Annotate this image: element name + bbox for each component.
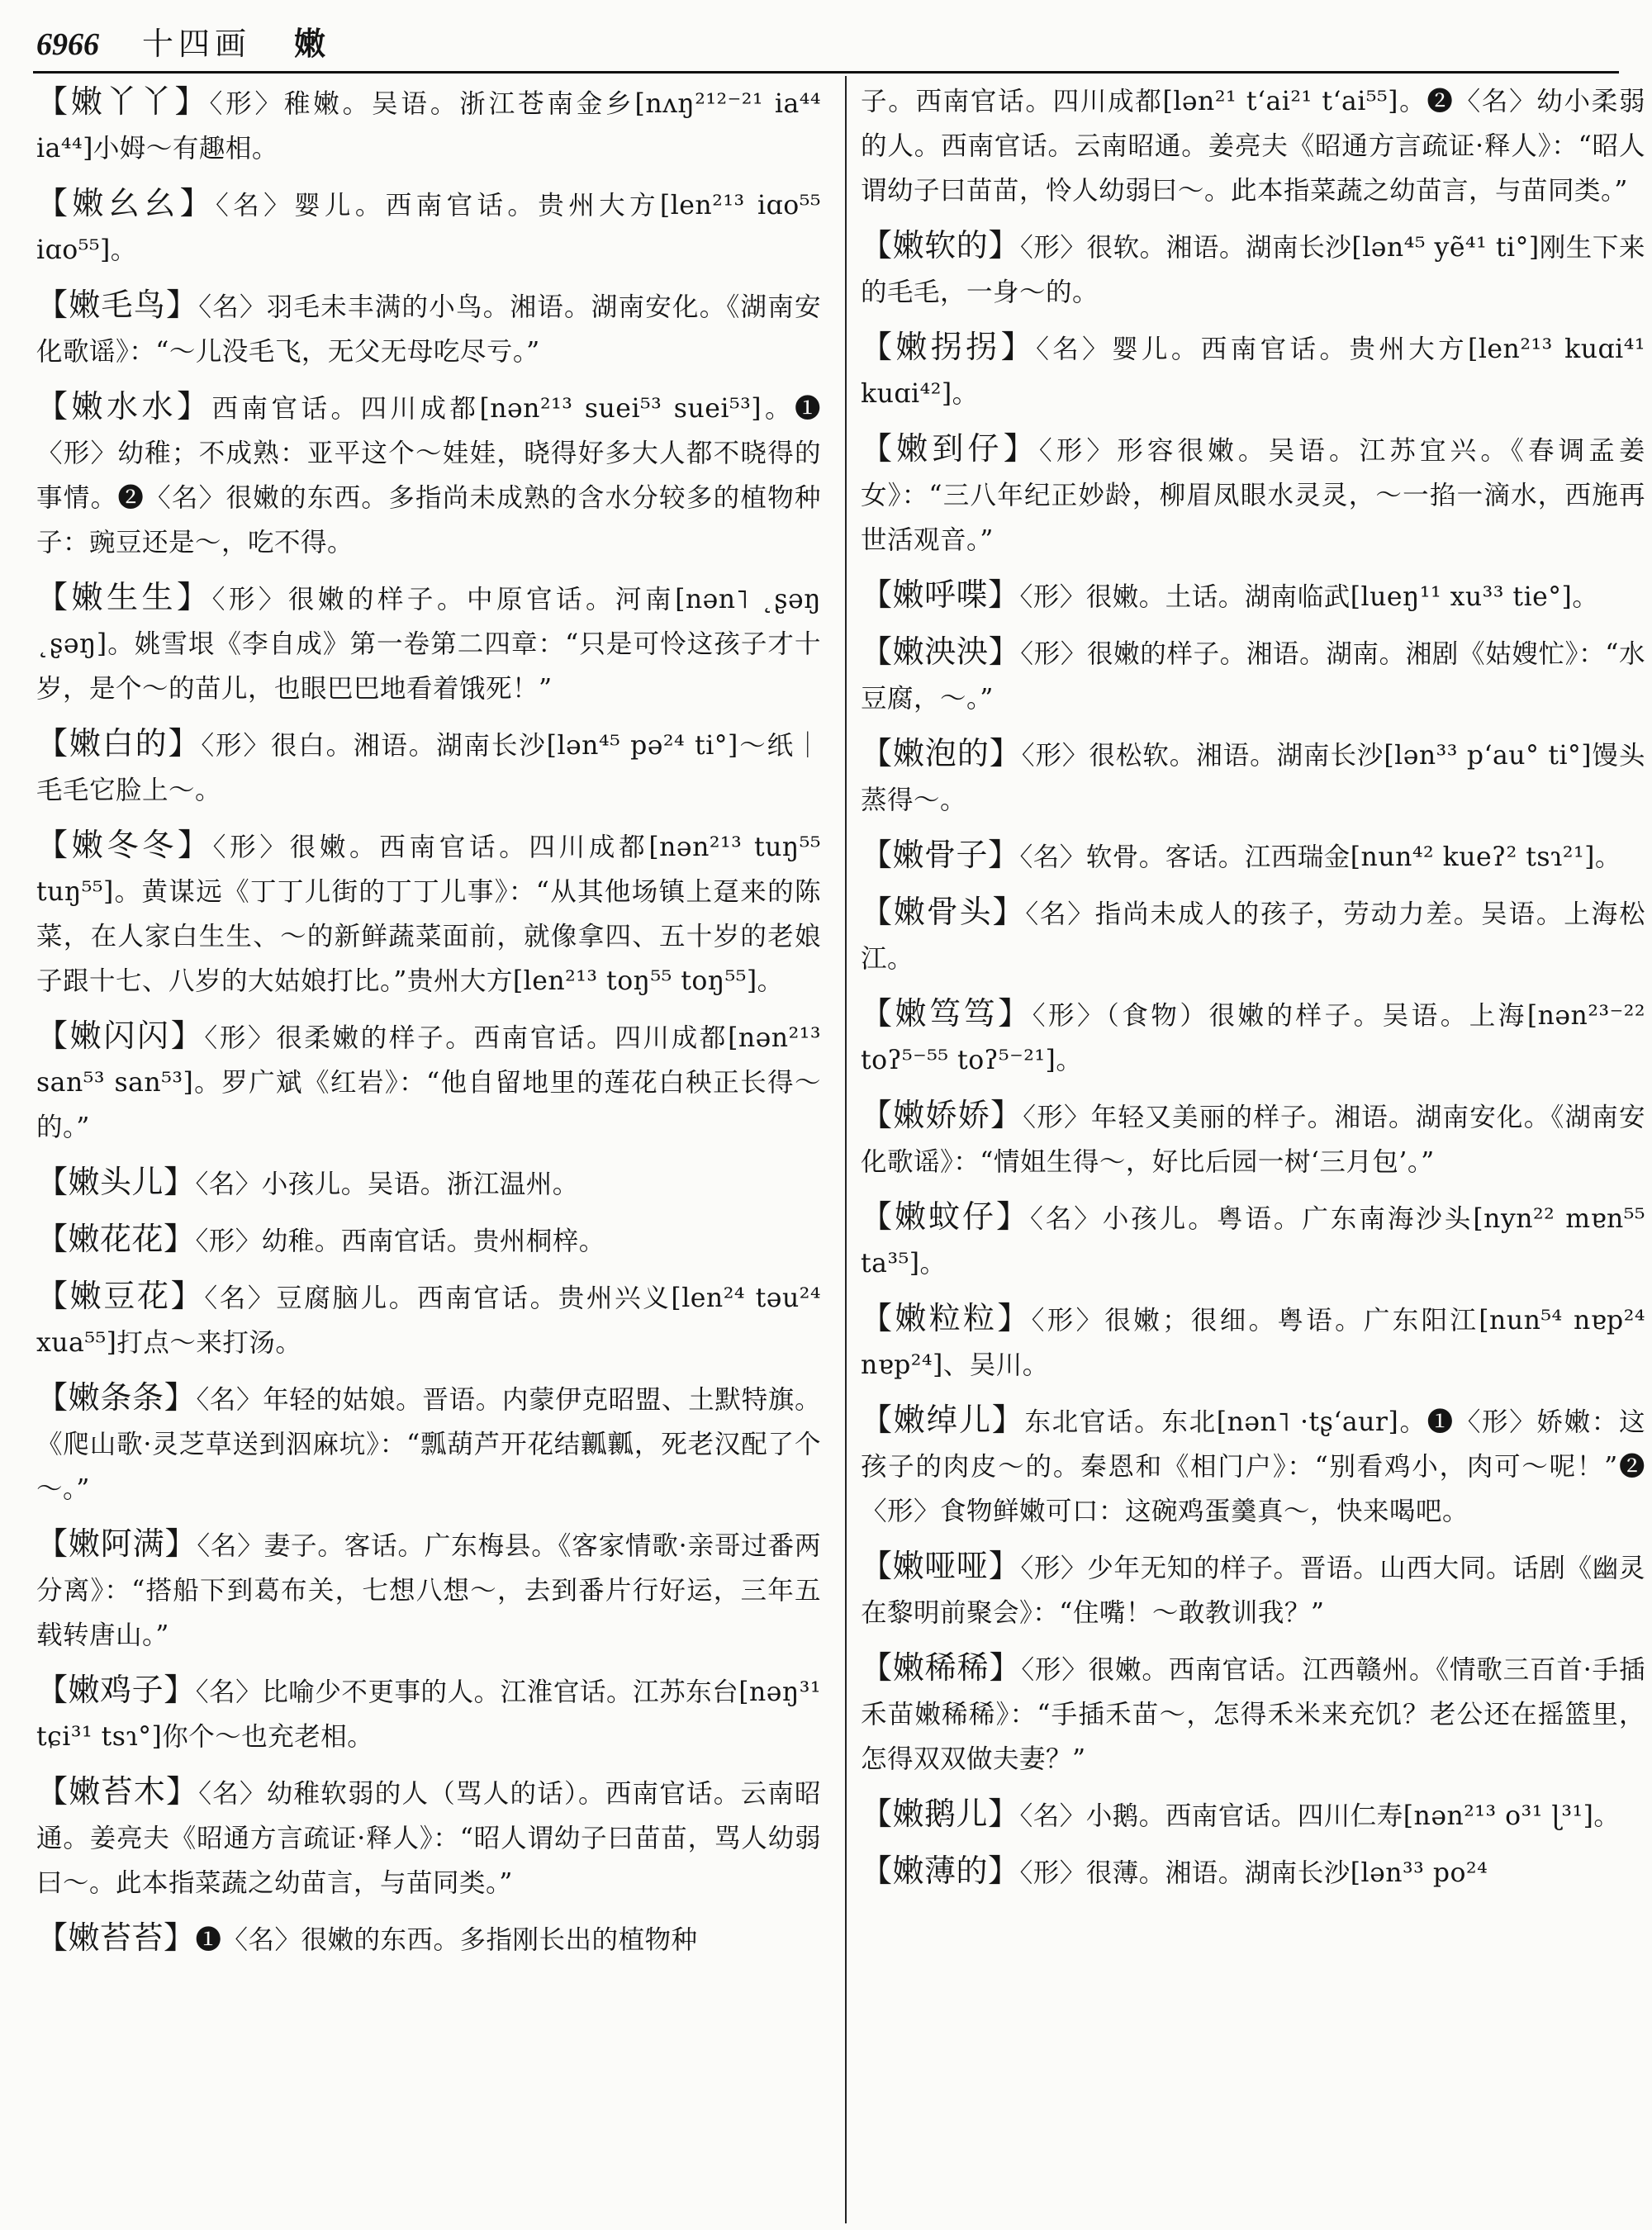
entry-headword: 【嫩拐拐】	[861, 329, 1037, 365]
dictionary-entry	[36, 823, 821, 1004]
dictionary-entry	[861, 629, 1645, 721]
entry-definition: 〈名〉豆腐脑儿。西南官话。贵州兴义[len²⁴ təu²⁴ xua⁵⁵]打点～来打汤。	[36, 1283, 821, 1358]
entry-definition: 〈名〉软骨。客话。江西瑞金[nun⁴² kueʔ² tsɿ²¹]。	[1019, 842, 1621, 872]
entry-definition: 〈名〉指尚未成人的孩子，劳动力差。吴语。上海松江。	[861, 899, 1645, 974]
right-column	[861, 79, 1645, 1905]
entry-headword: 【嫩骨子】	[861, 837, 1020, 873]
entry-headword: 【嫩鹅儿】	[861, 1796, 1020, 1832]
entry-headword: 【嫩绰儿】	[861, 1402, 1025, 1438]
entry-headword: 【嫩苔木】	[36, 1773, 199, 1810]
entry-definition: 〈形〉（食物）很嫩的样子。吴语。上海[nən²³⁻²² toʔ⁵⁻⁵⁵ toʔ⁵⁻²¹]。	[861, 1001, 1645, 1075]
entry-headword: 【嫩豆花】	[36, 1278, 205, 1314]
entry-definition: 〈名〉妻子。客话。广东梅县。《客家情歌·亲哥过番两分离》：“搭船下到葛布关，七想八想～，去到番片行好运，三年五载转唐山。”	[36, 1531, 821, 1650]
entry-headword: 【嫩哑哑】	[861, 1548, 1021, 1584]
entry-definition: 〈形〉很嫩。西南官话。江西赣州。《情歌三百首·手插禾苗嫩稀稀》：“手插禾苗～，怎得禾米来充饥？老公还在摇篮里，怎得双双做夫妻？”	[861, 1655, 1645, 1774]
entry-definition: 〈形〉很薄。湘语。湖南长沙[lən³³ po²⁴	[1019, 1858, 1488, 1888]
entry-definition: 〈名〉婴儿。西南官话。贵州大方[len²¹³ iɑo⁵⁵ iɑo⁵⁵]。	[36, 191, 821, 265]
left-column	[36, 79, 821, 1972]
continued-entry-text: 子。西南官话。四川成都[lən²¹ t‘ai²¹ t‘ai⁵⁵]。❷〈名〉幼小柔弱的人。西南官话。云南昭通。姜亮夫《昭通方言疏证·释人》：“昭人谓幼子曰苗苗，怜人幼弱曰～。此本指菜蔬之幼苗言，与苗同类。”	[861, 87, 1645, 206]
entry-definition: 东北官话。东北[nən˥ ·tʂ‘aur]。❶〈形〉娇嫩：这孩子的肉皮～的。秦恩和《相门户》：“别看鸡小，肉可～呢！”❷〈形〉食物鲜嫩可口：这碗鸡蛋羹真～，快来喝吧。	[861, 1407, 1645, 1526]
dictionary-entry	[36, 1274, 821, 1365]
entry-definition: 〈形〉很嫩；很细。粤语。广东阳江[nun⁵⁴ nɐp²⁴ nɐp²⁴]、吴川。	[861, 1306, 1645, 1380]
entry-headword: 【嫩粒粒】	[861, 1300, 1032, 1336]
entry-definition: 〈形〉很嫩的样子。中原官话。河南[nən˥ ˛ʂəŋ ˛ʂəŋ]。姚雪垠《李自成》第一卷第二四章：“只是可怜这孩子才十岁，是个～的苗儿，也眼巴巴地看着饿死！”	[36, 585, 821, 704]
entry-definition: 〈形〉很嫩。土话。湖南临武[lueŋ¹¹ xu³³ tie°]。	[1019, 582, 1599, 612]
entry-headword: 【嫩花花】	[36, 1221, 196, 1257]
dictionary-entry	[36, 1769, 821, 1905]
entry-definition: 〈形〉很嫩的样子。湘语。湖南。湘剧《姑嫂忙》：“水豆腐，～。”	[861, 639, 1645, 714]
entry-headword: 【嫩泱泱】	[861, 633, 1021, 670]
dictionary-entry	[36, 721, 821, 813]
dictionary-entry	[861, 731, 1645, 823]
entry-definition: 〈名〉幼稚软弱的人（骂人的话）。西南官话。云南昭通。姜亮夫《昭通方言疏证·释人》：“昭人谓幼子曰苗苗，骂人幼弱曰～。此本指菜蔬之幼苗言，与苗同类。”	[36, 1779, 821, 1898]
dictionary-entry	[36, 1375, 821, 1511]
column-divider	[845, 76, 847, 2223]
entry-definition: 〈名〉羽毛未丰满的小鸟。湘语。湖南安化。《湖南安化歌谣》：“～儿没毛飞，无父无母吃尽亏。”	[36, 292, 821, 367]
header-rule	[33, 71, 1619, 74]
entry-definition: 〈名〉年轻的姑娘。晋语。内蒙伊克昭盟、土默特旗。《爬山歌·灵芝草送到泅麻坑》：“瓢葫芦开花结瓤瓤，死老汉配了个～。”	[36, 1385, 821, 1504]
entry-headword: 【嫩闪闪】	[36, 1018, 205, 1054]
entry-definition: 〈名〉小孩儿。粤语。广东南海沙头[nyn²² mɐn⁵⁵ ta³⁵]。	[861, 1204, 1645, 1279]
entry-headword: 【嫩薄的】	[861, 1853, 1020, 1889]
dictionary-entry	[861, 1645, 1645, 1782]
entry-definition: ❶〈名〉很嫩的东西。多指刚长出的植物种	[195, 1925, 698, 1955]
entry-definition: 〈名〉婴儿。西南官话。贵州大方[len²¹³ kuɑi⁴¹ kuɑi⁴²]。	[861, 334, 1645, 409]
entry-definition: 〈形〉很松软。湘语。湖南长沙[lən³³ p‘au° ti°]馒头蒸得～。	[861, 741, 1645, 815]
entry-definition: 〈形〉很白。湘语。湖南长沙[lən⁴⁵ pə²⁴ ti°]～纸｜毛毛它脸上～。	[36, 731, 821, 805]
entry-definition: 〈形〉年轻又美丽的样子。湘语。湖南安化。《湖南安化歌谣》：“情姐生得～，好比后园一树‘三月包’。”	[861, 1103, 1645, 1177]
dictionary-entry	[36, 282, 821, 374]
entry-headword: 【嫩阿满】	[36, 1525, 197, 1562]
entry-headword: 【嫩到仔】	[861, 430, 1039, 467]
dictionary-entry	[861, 572, 1645, 619]
dictionary-entry	[861, 325, 1645, 416]
dictionary-entry	[36, 384, 821, 565]
entry-definition: 西南官话。四川成都[nən²¹³ suei⁵³ suei⁵³]。❶〈形〉幼稚；不成熟：亚平这个～娃娃，晓得好多大人都不晓得的事情。❷〈名〉很嫩的东西。多指尚未成熟的含水分较多的植物种子：豌豆还是～，吃不得。	[36, 394, 821, 558]
dictionary-entry	[861, 1397, 1645, 1534]
dictionary-entry	[36, 1217, 821, 1264]
entry-headword: 【嫩蚊仔】	[861, 1198, 1031, 1235]
entry-headword: 【嫩稀稀】	[861, 1649, 1022, 1686]
dictionary-entry	[36, 79, 821, 171]
entry-headword: 【嫩毛鸟】	[36, 287, 199, 323]
entry-headword: 【嫩幺幺】	[36, 185, 216, 221]
entry-definition: 〈名〉比喻少不更事的人。江淮官话。江苏东台[nəŋ³¹ tɕi³¹ tsɿ°]你个～也充老相。	[36, 1677, 821, 1752]
entry-headword: 【嫩苔苔】	[36, 1919, 196, 1956]
dictionary-entry	[861, 1093, 1645, 1184]
dictionary-entry	[861, 1848, 1645, 1896]
dictionary-entry	[36, 1668, 821, 1759]
dictionary-entry	[36, 1521, 821, 1658]
entry-definition: 〈形〉很软。湘语。湖南长沙[lən⁴⁵ yẽ⁴¹ ti°]刚生下来的毛毛，一身～的。	[861, 233, 1645, 307]
dictionary-entry	[861, 1544, 1645, 1635]
entry-headword: 【嫩骨头】	[861, 894, 1026, 930]
entry-definition: 〈形〉很嫩。西南官话。四川成都[nən²¹³ tuŋ⁵⁵ tuŋ⁵⁵]。黄谋远《丁丁儿街的丁丁儿事》：“从其他场镇上趸来的陈菜，在人家白生生、～的新鲜蔬菜面前，就像拿四、五十岁的老娘子跟十七、八岁的大姑娘打比。”贵州大方[len²¹³ toŋ⁵⁵ toŋ⁵⁵]。	[36, 833, 821, 996]
entry-headword: 【嫩冬冬】	[36, 827, 213, 863]
dictionary-entry	[861, 1194, 1645, 1286]
dictionary-entry	[861, 890, 1645, 981]
dictionary-entry	[36, 1915, 821, 1962]
entry-headword: 【嫩头儿】	[36, 1164, 196, 1200]
entry-headword: 【嫩泡的】	[861, 735, 1022, 771]
entry-headword: 【嫩娇娇】	[861, 1097, 1023, 1133]
page-header	[36, 18, 326, 62]
entry-headword: 【嫩呼喋】	[861, 576, 1020, 613]
entry-definition: 〈形〉形容很嫩。吴语。江苏宜兴。《春调孟姜女》：“三八年纪正妙龄，柳眉凤眼水灵灵，～一掐一滴水，西施再世活观音。”	[861, 436, 1645, 555]
entry-headword: 【嫩软的】	[861, 227, 1020, 263]
entry-headword: 【嫩条条】	[36, 1379, 197, 1416]
entry-headword: 【嫩丫丫】	[36, 83, 210, 120]
entry-headword: 【嫩水水】	[36, 388, 212, 425]
dictionary-entry	[861, 991, 1645, 1083]
entry-definition: 〈形〉幼稚。西南官话。贵州桐梓。	[195, 1226, 605, 1256]
section-label: 十四画	[142, 26, 252, 62]
dictionary-entry	[36, 575, 821, 711]
entry-definition: 〈形〉很柔嫩的样子。西南官话。四川成都[nən²¹³ san⁵³ san⁵³]。罗广斌《红岩》：“他自留地里的莲花白秧正长得～的。”	[36, 1023, 821, 1142]
dictionary-entry	[861, 833, 1645, 880]
entry-definition: 〈名〉小孩儿。吴语。浙江温州。	[195, 1170, 579, 1199]
entry-headword: 【嫩白的】	[36, 725, 202, 762]
dictionary-entry	[861, 426, 1645, 562]
entry-definition: 〈形〉少年无知的样子。晋语。山西大同。话剧《幽灵在黎明前聚会》：“住嘴！～敢教训我？”	[861, 1554, 1645, 1628]
entry-definition: 〈名〉小鹅。西南官话。四川仁寿[nən²¹³ o³¹ ɭ³¹]。	[1019, 1801, 1621, 1831]
dictionary-entry	[861, 1296, 1645, 1388]
dictionary-entry	[36, 1160, 821, 1207]
page-number: 6966	[36, 27, 99, 62]
head-character: 嫩	[294, 25, 326, 62]
entry-headword: 【嫩生生】	[36, 579, 212, 615]
dictionary-entry	[36, 1013, 821, 1150]
dictionary-entry	[861, 1791, 1645, 1839]
dictionary-entry	[36, 181, 821, 273]
entry-headword: 【嫩笃笃】	[861, 995, 1032, 1032]
dictionary-entry	[861, 223, 1645, 315]
entry-headword: 【嫩鸡子】	[36, 1672, 196, 1708]
entry-definition: 〈形〉稚嫩。吴语。浙江苍南金乡[nʌŋ²¹²⁻²¹ ia⁴⁴ ia⁴⁴]小姆～有趣相。	[36, 89, 821, 164]
